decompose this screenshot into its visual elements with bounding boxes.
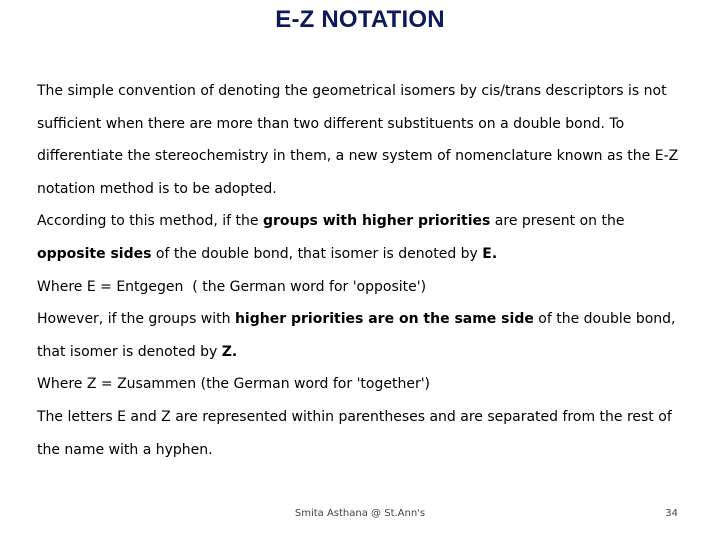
- paragraph-e-meaning: Where E = Entgegen ( the German word for 'opposite'): [37, 278, 427, 295]
- page-number: 34: [665, 508, 678, 519]
- paragraph-z-meaning: Where Z = Zusammen (the German word for 'together'): [37, 376, 431, 393]
- footer-author: Smita Asthana @ St.Ann's: [294, 508, 426, 519]
- bold-text: opposite sides: [37, 245, 152, 262]
- slide-title: E-Z NOTATION: [275, 6, 445, 33]
- text-fragment: of the double bond, that isomer is denoted by: [37, 311, 676, 360]
- paragraph-z-definition: [37, 303, 697, 368]
- text-fragment: However, if the groups with: [37, 311, 235, 328]
- paragraph-notation-rule: The letters E and Z are represented within parentheses and are separated from the rest of the name with a hyphen.: [37, 408, 672, 458]
- bold-text: higher priorities are on the same side: [234, 311, 534, 328]
- bold-text: Z.: [221, 343, 238, 360]
- paragraph-e-definition: [37, 205, 697, 270]
- text-fragment: are present on the: [490, 213, 625, 230]
- text-fragment: According to this method, if the: [37, 213, 263, 230]
- text-fragment: of the double bond, that isomer is denoted by: [151, 245, 483, 262]
- slide-body: [37, 75, 697, 466]
- bold-text: E.: [482, 245, 498, 262]
- paragraph-intro: The simple convention of denoting the geometrical isomers by cis/trans descriptors is not sufficient when there are more than two different substituents on a double bond. To differentiate the stereochemistry in them, a new system of nomenclature known as the E-Z notation method is to be adopted.: [37, 83, 679, 197]
- bold-text: groups with higher priorities: [262, 213, 491, 230]
